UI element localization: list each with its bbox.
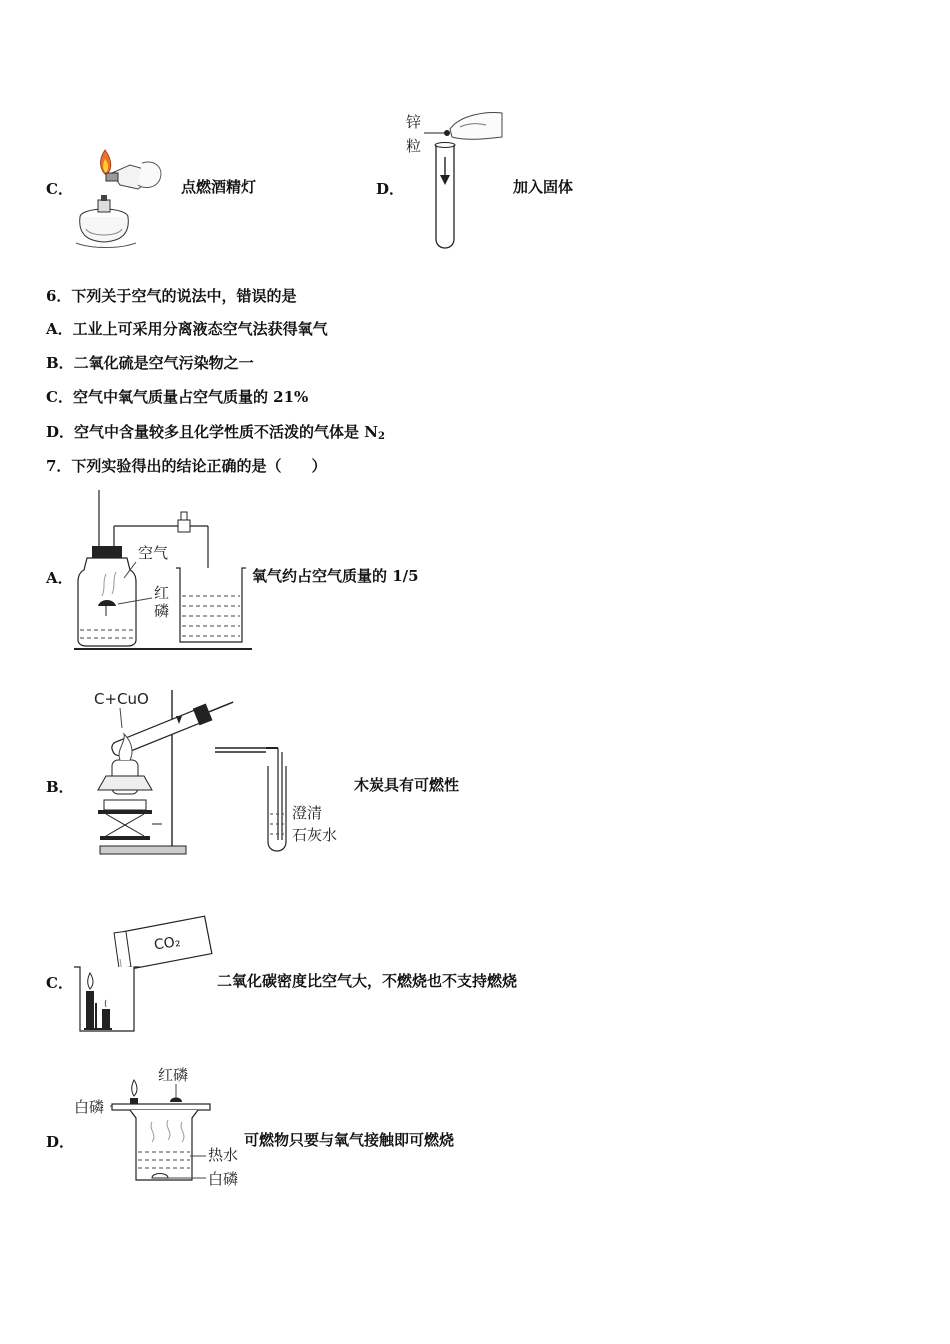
svg-text:红磷: 红磷 [158, 1066, 189, 1084]
air-oxygen-apparatus-figure [72, 488, 257, 653]
q7-a-letter: A． [46, 569, 73, 587]
q7-stem: 7．下列实验得出的结论正确的是（ ） [46, 457, 327, 475]
option-c-caption: 点燃酒精灯 [181, 178, 257, 196]
q6-stem: 6．下列关于空气的说法中，错误的是 [46, 287, 297, 305]
svg-text:C+CuO: C+CuO [94, 690, 149, 708]
alcohol-lamp-figure [72, 145, 172, 250]
phosphorus-combustion-figure [72, 1060, 252, 1190]
q6-option-b: B．二氧化硫是空气污染物之一 [46, 354, 254, 372]
q6-option-a: A．工业上可采用分离液态空气法获得氧气 [46, 320, 328, 338]
q7-a-caption: 氧气约占空气质量的 1/5 [252, 567, 419, 585]
q7-d-letter: D． [46, 1133, 75, 1151]
svg-text:磷: 磷 [154, 602, 170, 620]
svg-text:石灰水: 石灰水 [292, 826, 338, 844]
q7-c-letter: C． [46, 974, 73, 992]
test-tube-zinc-figure [400, 105, 510, 255]
q7-c-caption: 二氧化碳密度比空气大，不燃烧也不支持燃烧 [217, 972, 518, 990]
q6-option-d: D．空气中含量较多且化学性质不活泼的气体是 $N_2$ [46, 423, 385, 442]
co2-candles-figure [72, 903, 222, 1038]
option-c-letter: C． [46, 180, 73, 198]
q6-option-d-subscript: 2 [377, 431, 385, 442]
q7-b-letter: B． [46, 778, 74, 796]
svg-text:锌: 锌 [406, 113, 422, 131]
option-d-letter: D． [376, 180, 405, 198]
svg-text:红: 红 [154, 584, 170, 602]
option-d-caption: 加入固体 [513, 178, 574, 196]
svg-text:粒: 粒 [406, 137, 422, 155]
svg-text:空气: 空气 [138, 544, 169, 562]
svg-text:热水: 热水 [208, 1146, 239, 1164]
carbon-copper-oxide-apparatus-figure [92, 686, 357, 861]
q6-option-c: C．空气中氧气质量占空气质量的 21% [46, 388, 309, 406]
q7-d-caption: 可燃物只要与氧气接触即可燃烧 [244, 1131, 455, 1149]
svg-text:白磷: 白磷 [208, 1170, 239, 1188]
svg-text:白磷: 白磷 [74, 1098, 105, 1116]
q7-b-caption: 木炭具有可燃性 [354, 776, 460, 794]
svg-text:CO₂: CO₂ [153, 933, 182, 954]
svg-text:澄清: 澄清 [292, 804, 323, 822]
